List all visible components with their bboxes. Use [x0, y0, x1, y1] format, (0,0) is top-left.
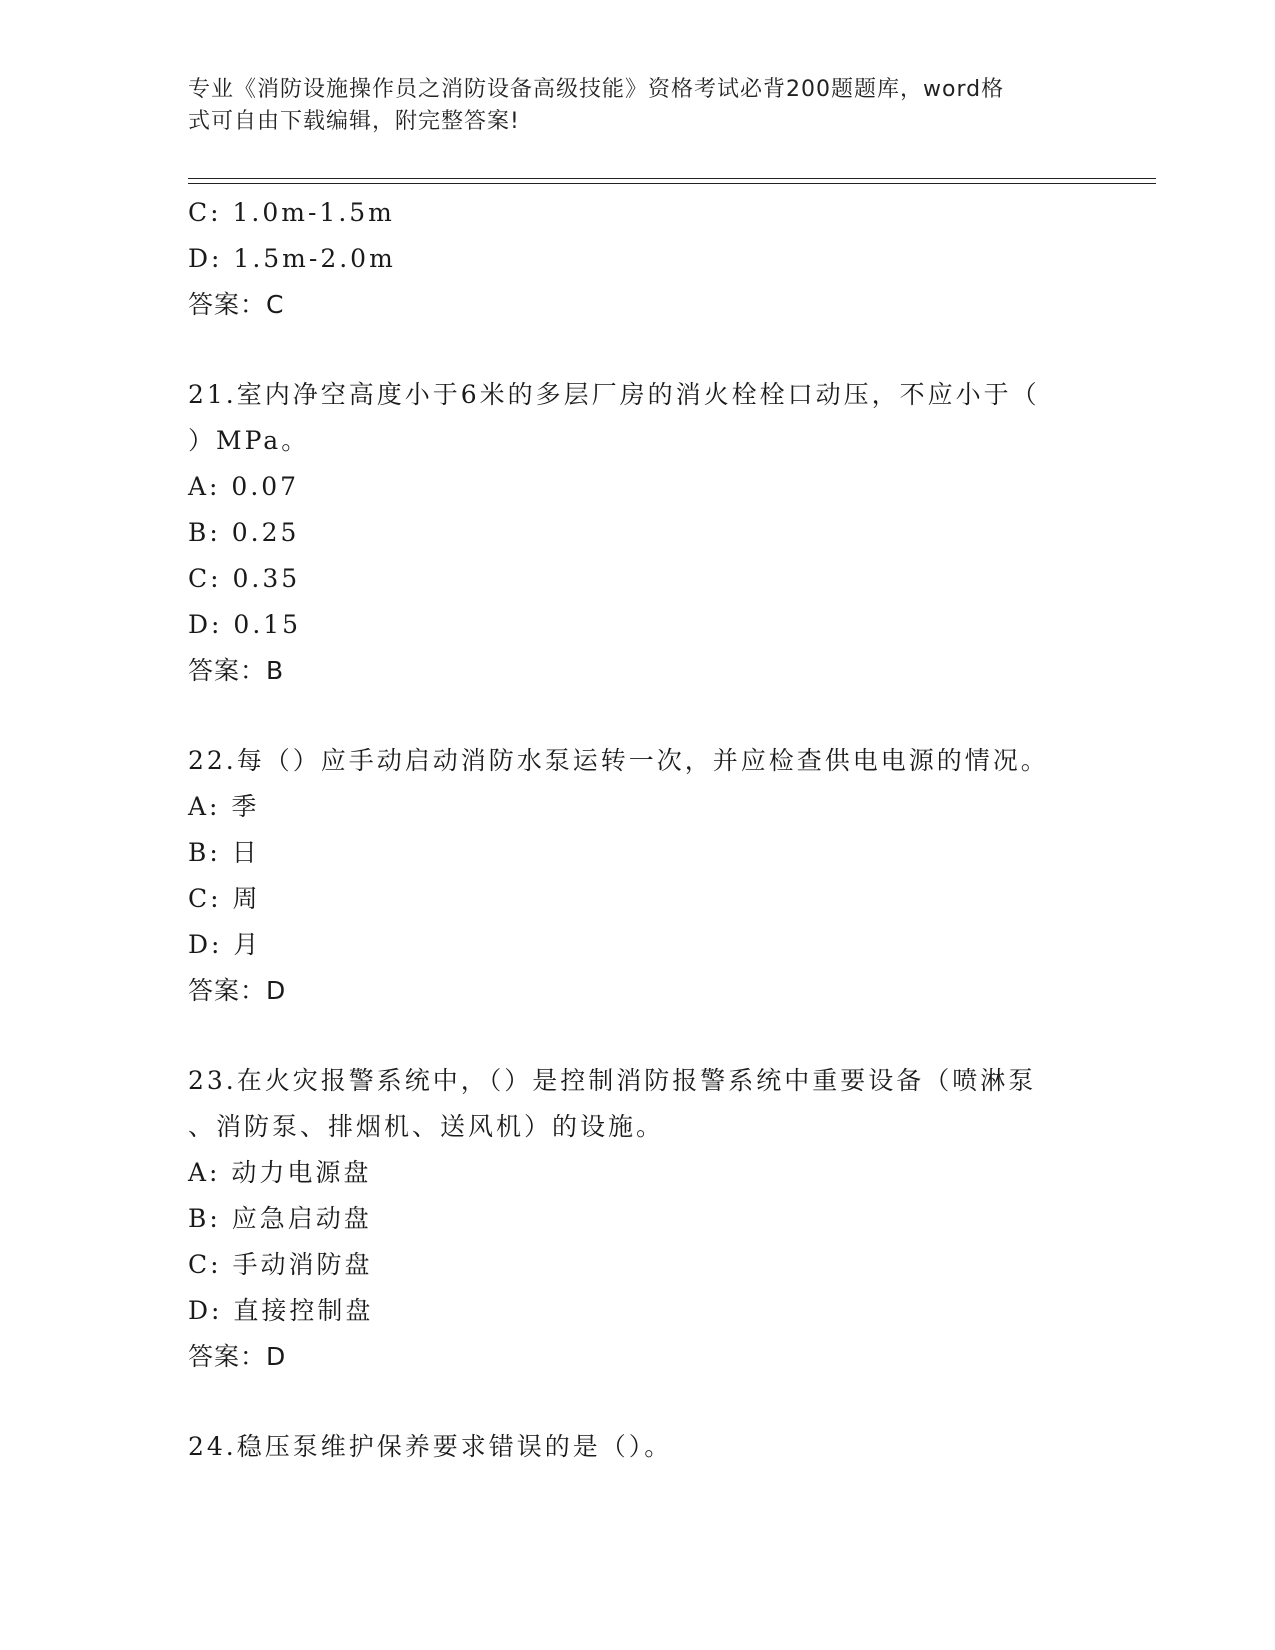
option-d: D: 0.15 [188, 610, 302, 639]
question-22 [188, 738, 1088, 1014]
option-a: A: 动力电源盘 [188, 1158, 372, 1187]
question-title-line-1: 22.每（）应手动启动消防水泵运转一次，并应检查供电电源的情况。 [188, 746, 1049, 775]
header-divider-top [188, 178, 1156, 179]
answer-label: 答案： [188, 656, 267, 685]
option-c: C: 1.0m-1.5m [188, 198, 395, 227]
answer-value: D [266, 976, 287, 1005]
header-line-2: 式可自由下载编辑，附完整答案! [188, 109, 520, 134]
option-b: B: 应急启动盘 [188, 1204, 372, 1233]
option-a: A: 0.07 [188, 472, 300, 501]
option-b: B: 0.25 [188, 518, 300, 547]
header-divider-bottom [188, 183, 1156, 184]
answer-row [188, 968, 1088, 1014]
option-d: D: 1.5m-2.0m [188, 244, 396, 273]
answer-label: 答案： [188, 1342, 267, 1371]
question-title-line-1: 24.稳压泵维护保养要求错误的是（）。 [188, 1432, 673, 1461]
question-20 [188, 190, 1088, 328]
question-title-line-1: 21.室内净空高度小于6米的多层厂房的消火栓栓口动压，不应小于（ [188, 380, 1040, 409]
answer-row [188, 282, 1088, 328]
answer-label: 答案： [188, 976, 267, 1005]
document-header [188, 74, 1088, 138]
answer-label: 答案： [188, 290, 267, 319]
answer-value: D [266, 1342, 287, 1371]
option-c: C: 手动消防盘 [188, 1250, 373, 1279]
question-title-line-2: 、消防泵、排烟机、送风机）的设施。 [188, 1112, 665, 1141]
answer-value: B [266, 656, 285, 685]
question-title-line-1: 23.在火灾报警系统中，（）是控制消防报警系统中重要设备（喷淋泵 [188, 1066, 1037, 1095]
question-23 [188, 1058, 1088, 1380]
option-d: D: 直接控制盘 [188, 1296, 374, 1325]
option-c: C: 0.35 [188, 564, 301, 593]
option-a: A: 季 [188, 792, 260, 821]
question-title-line-2: ）MPa。 [188, 426, 310, 455]
question-21 [188, 372, 1088, 694]
answer-value: C [266, 290, 285, 319]
question-24 [188, 1424, 1088, 1470]
question-list [188, 190, 1088, 1470]
answer-row [188, 648, 1088, 694]
option-c: C: 周 [188, 884, 261, 913]
header-line-1: 专业《消防设施操作员之消防设备高级技能》资格考试必背200题题库，word格 [188, 77, 1005, 102]
option-b: B: 日 [188, 838, 260, 867]
option-d: D: 月 [188, 930, 262, 959]
answer-row [188, 1334, 1088, 1380]
